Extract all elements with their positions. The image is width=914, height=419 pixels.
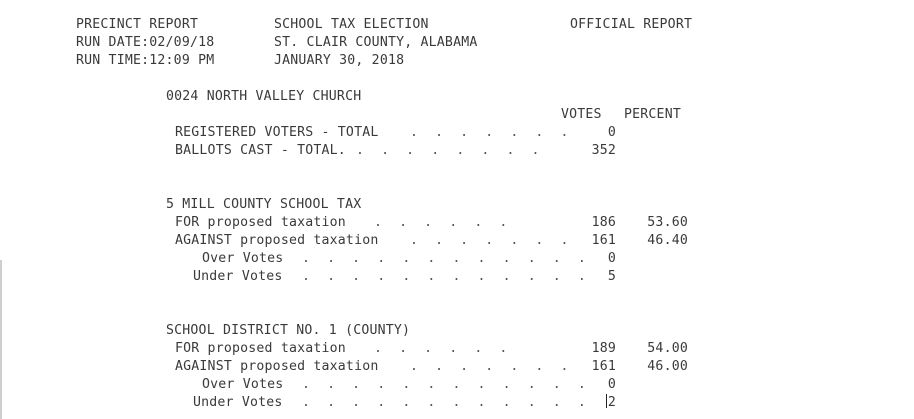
ballots-cast-votes: 352 [591, 143, 616, 158]
run-time: RUN TIME:12:09 PM [76, 53, 215, 68]
contest-title: 5 MILL COUNTY SCHOOL TAX [166, 197, 362, 212]
registered-voters-votes: 0 [607, 125, 616, 140]
leader-dots: . . . . . . [374, 215, 512, 230]
votes-column-header: VOTES [561, 107, 602, 122]
leader-dots: . . . . . . . [410, 359, 574, 374]
report-type: PRECINCT REPORT [76, 17, 199, 32]
election-name: SCHOOL TAX ELECTION [274, 17, 429, 32]
leader-dots: . . . . . . . . . . . . [302, 251, 591, 266]
election-date: JANUARY 30, 2018 [274, 53, 405, 68]
text-cursor-row [560, 394, 616, 412]
leader-dots: . . . . . . . . . . . . [302, 395, 591, 410]
contest-row-label: FOR proposed taxation [175, 341, 346, 356]
contest-row-percent: 54.00 [647, 341, 688, 356]
contest-row-percent: 46.00 [647, 359, 688, 374]
contest-row-votes: 0 [607, 251, 616, 266]
official-report-label: OFFICIAL REPORT [570, 17, 693, 32]
contest-row-votes: 161 [591, 233, 616, 248]
ballots-cast-label: BALLOTS CAST - TOTAL. [175, 143, 346, 158]
registered-voters-label: REGISTERED VOTERS - TOTAL [175, 125, 379, 140]
contest-row-votes: 189 [591, 341, 616, 356]
contest-row-votes: 5 [607, 269, 616, 284]
contest-row-votes: 2 [607, 395, 616, 410]
contest-title: SCHOOL DISTRICT NO. 1 (COUNTY) [166, 323, 411, 338]
text-cursor [606, 394, 607, 408]
contest-row-votes: 161 [591, 359, 616, 374]
county-name: ST. CLAIR COUNTY, ALABAMA [274, 35, 478, 50]
leader-dots: . . . . . . [374, 341, 512, 356]
contest-row-votes: 0 [607, 377, 616, 392]
leader-dots: . . . . . . . [410, 125, 574, 140]
leader-dots: . . . . . . . . [356, 143, 545, 158]
precinct-name: 0024 NORTH VALLEY CHURCH [166, 89, 362, 104]
percent-column-header: PERCENT [624, 107, 681, 122]
page-left-edge [0, 260, 2, 419]
contest-row-percent: 53.60 [647, 215, 688, 230]
leader-dots: . . . . . . . [410, 233, 574, 248]
leader-dots: . . . . . . . . . . . . [302, 377, 591, 392]
contest-row-label: AGAINST proposed taxation [175, 359, 379, 374]
contest-row-label: AGAINST proposed taxation [175, 233, 379, 248]
contest-row-label: FOR proposed taxation [175, 215, 346, 230]
contest-row-label: Under Votes [193, 395, 283, 410]
contest-row-votes: 186 [591, 215, 616, 230]
contest-row-label: Under Votes [193, 269, 283, 284]
run-date: RUN DATE:02/09/18 [76, 35, 215, 50]
leader-dots: . . . . . . . . . . . . [302, 269, 591, 284]
contest-row-percent: 46.40 [647, 233, 688, 248]
contest-row-label: Over Votes [202, 377, 284, 392]
contest-row-label: Over Votes [202, 251, 284, 266]
